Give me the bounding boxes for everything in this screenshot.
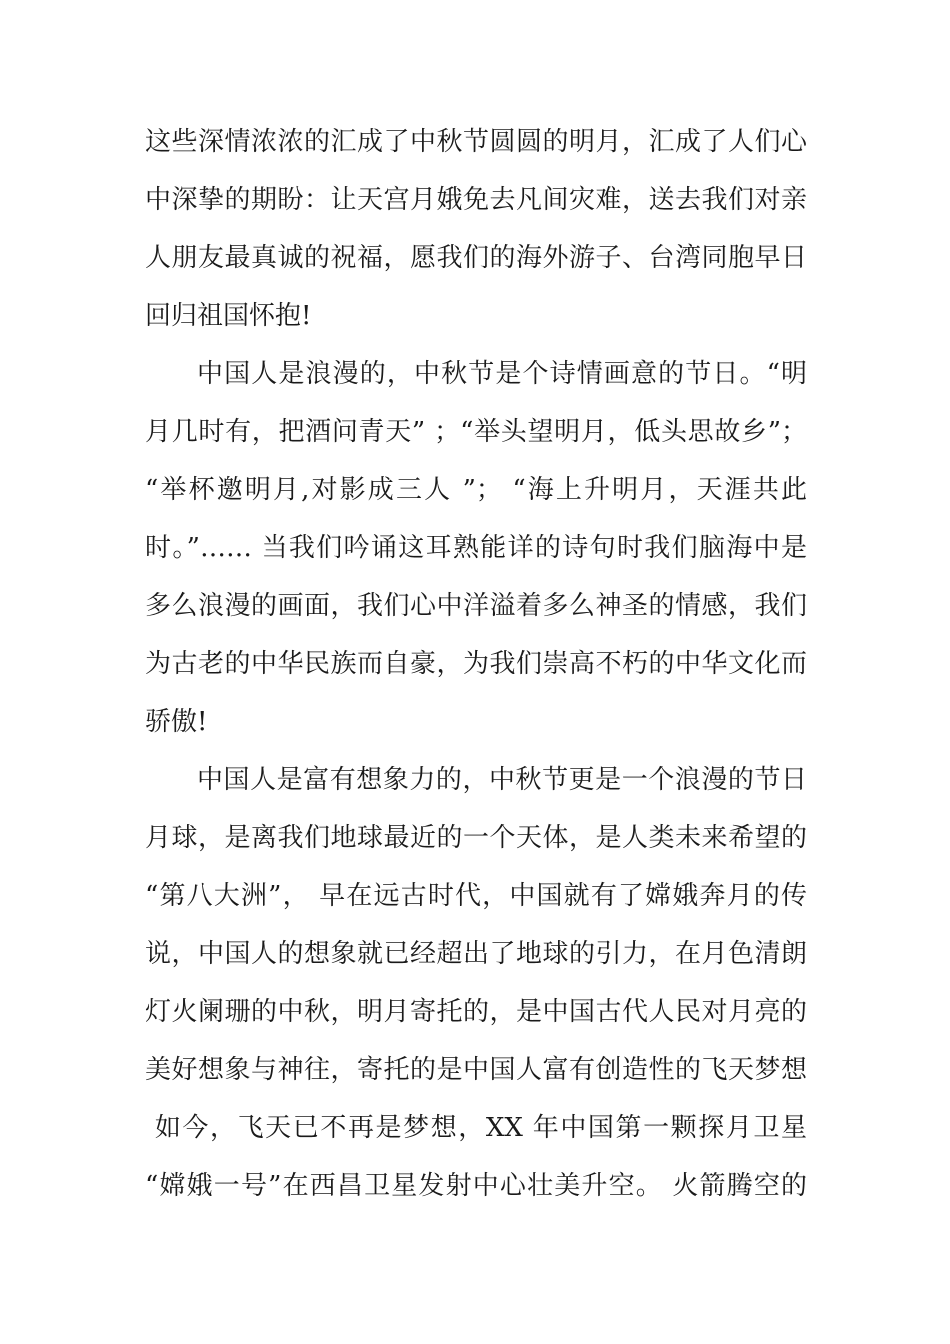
text-line-1: 这些深情浓浓的汇成了中秋节圆圆的明月，汇成了人们心 [145,127,807,157]
text-line-5: 中国人是浪漫的，中秋节是个诗情画意的节日。“明 [197,359,807,389]
text-line-12: 中国人是富有想象力的，中秋节更是一个浪漫的节日 [197,765,807,795]
text-line-19: “嫦娥一号”在西昌卫星发射中心壮美升空。 火箭腾空的 [145,1171,807,1201]
text-line-6: 月几时有，把酒问青天” ；“举头望明月，低头思故乡”； [145,417,807,447]
text-line-14: “第八大洲”， 早在远古时代，中国就有了嫦娥奔月的传 [145,881,807,911]
text-line-13: 月球，是离我们地球最近的一个天体，是人类未来希望的 [145,823,807,853]
text-line-3: 人朋友最真诚的祝福，愿我们的海外游子、台湾同胞早日 [145,243,807,273]
text-line-15: 说，中国人的想象就已经超出了地球的引力，在月色清朗 [145,939,807,969]
text-line-10: 为古老的中华民族而自豪，为我们崇高不朽的中华文化而 [145,649,807,679]
text-line-7: “举杯邀明月,对影成三人 ”； “海上升明月，天涯共此 [145,475,807,505]
text-line-17: 美好想象与神往，寄托的是中国人富有创造性的飞天梦想 [145,1055,807,1085]
text-line-16: 灯火阑珊的中秋，明月寄托的，是中国古代人民对月亮的 [145,997,807,1027]
text-line-2: 中深挚的期盼：让天宫月娥免去凡间灾难，送去我们对亲 [145,185,807,215]
text-line-4: 回归祖国怀抱! [145,301,312,331]
text-line-18: 如今，飞天已不再是梦想，XX 年中国第一颗探月卫星 [145,1113,807,1143]
text-line-8: 时。”…… 当我们吟诵这耳熟能详的诗句时我们脑海中是 [145,533,807,563]
text-line-11: 骄傲! [145,707,208,737]
text-line-9: 多么浪漫的画面，我们心中洋溢着多么神圣的情感，我们 [145,591,807,621]
